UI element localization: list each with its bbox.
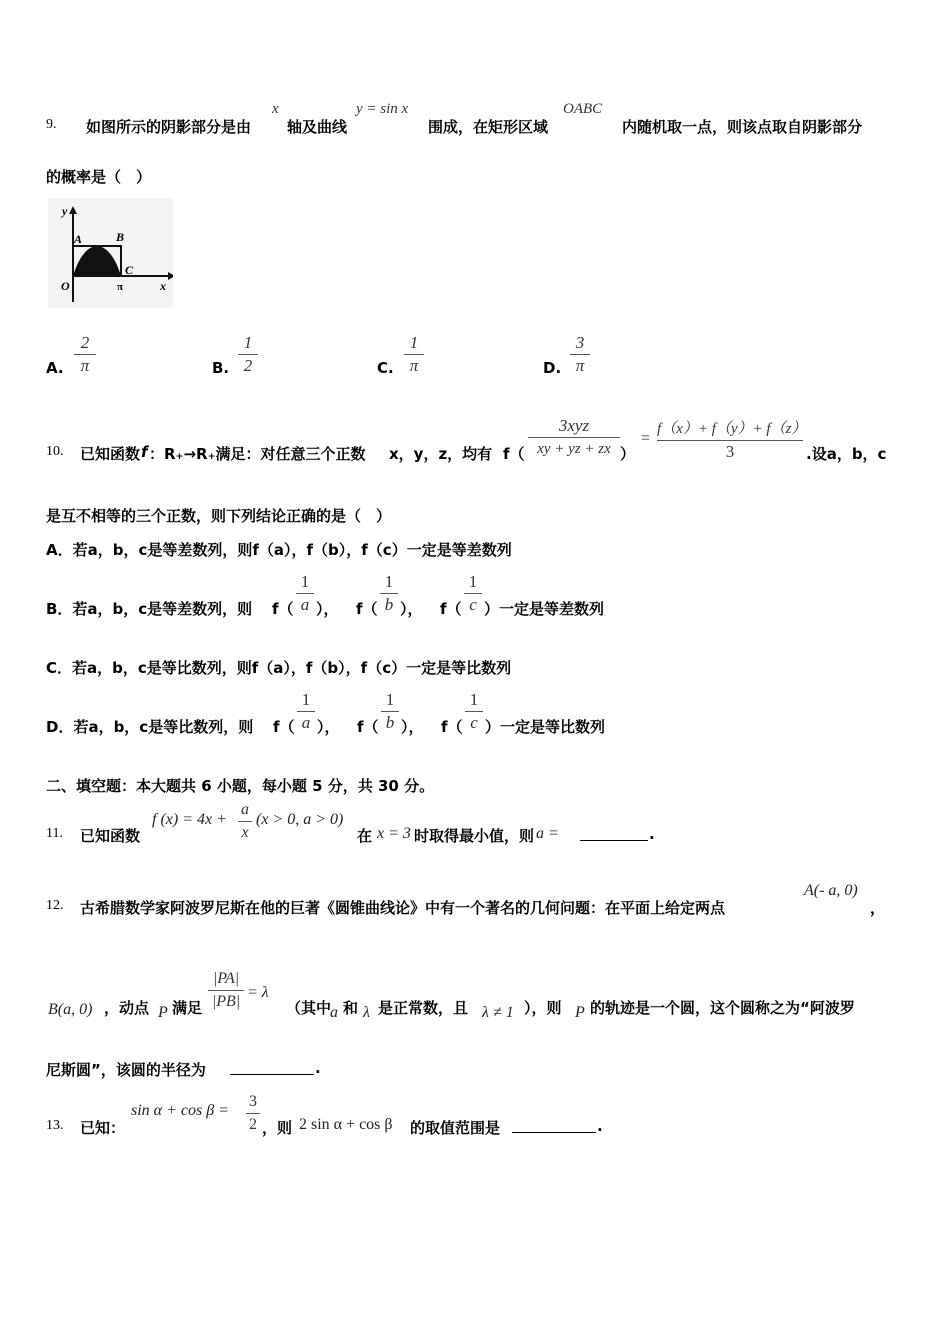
q10-option-d-recip-b: 1 b [381, 690, 399, 733]
q13-expr: sin α + cos β = [131, 1102, 229, 1119]
q9-option-c-label: C. [377, 359, 394, 377]
q10-f-open: f（ [503, 445, 525, 463]
q10-option-b-sep1: ）， [316, 600, 339, 618]
q9-text-2: 轴及曲线 [287, 118, 348, 136]
q10-option-d-f3: f（ [441, 718, 463, 736]
label-c: C [125, 263, 134, 277]
q10-option-d-sep1: ）， [317, 718, 340, 736]
q11-expr-tail: (x > 0, a > 0) [256, 811, 344, 828]
q10-option-b-recip-b: 1 b [380, 572, 398, 615]
label-x: x [160, 279, 166, 293]
q12-text-6: 是正常数，且 [378, 999, 469, 1017]
q10-option-b-close: ） [484, 600, 500, 618]
q13-fraction: 3 2 [246, 1092, 260, 1135]
q10-text-1: 已知函数 [80, 445, 141, 463]
q12-math-a: a [330, 1004, 338, 1021]
q12-ratio-fraction: |PA| |PB| [208, 969, 244, 1012]
q12-line3: 尼斯圆”，该圆的半径为 [46, 1061, 206, 1079]
q12-point-b: B(a, 0) [48, 1001, 93, 1018]
q10-option-b-f2: f（ [356, 600, 378, 618]
q9-option-d-fraction: 3 π [570, 333, 590, 376]
q11-expr-lhs: f (x) = 4x + [152, 811, 227, 828]
q10-rhs-fraction: f（x）+ f（y）+ f（z） 3 [657, 421, 807, 461]
q10-option-d-recip-c: 1 c [465, 690, 483, 733]
q12-math-neq: λ ≠ 1 [482, 1004, 514, 1021]
q10-domain: ：R₊→R₊满足：对任意三个正数 [149, 445, 366, 463]
q12-text-8: 的轨迹是一个圆，这个圆称之为“阿波罗 [590, 999, 855, 1017]
q10-option-b-f1: f（ [272, 600, 294, 618]
q10-f: f [141, 443, 148, 461]
q12-text-1: 古希腊数学家阿波罗尼斯在他的巨著《圆锥曲线论》中有一个著名的几何问题：在平面上给定两点 [80, 899, 726, 917]
q9-option-d-label: D. [543, 359, 562, 377]
q9-option-c-fraction: 1 π [404, 333, 424, 376]
q11-expr-fraction: a x [238, 800, 252, 843]
q13-expr2: 2 sin α + cos β [299, 1116, 393, 1133]
q12-comma: ， [870, 899, 886, 917]
q13-text-3: 的取值范围是 [410, 1119, 501, 1137]
q11-text-2: 在 [357, 827, 373, 845]
q9-math-x: x [272, 101, 279, 117]
q10-option-d-f2: f（ [357, 718, 379, 736]
section-2-heading: 二、填空题：本大题共 6 小题，每小题 5 分，共 30 分。 [46, 777, 435, 795]
label-a: A [74, 232, 83, 246]
q12-text-5: 和 [343, 999, 359, 1017]
q10-option-b-sep2: ）， [400, 600, 423, 618]
q10-f-close: ） [620, 445, 636, 463]
q12-math-lambda: λ [363, 1004, 370, 1021]
q10-option-d-f1: f（ [273, 718, 295, 736]
q11-number: 11. [46, 826, 63, 841]
q11-text-1: 已知函数 [80, 827, 141, 845]
q9-text-4: 内随机取一点，则该点取自阴影部分 [622, 118, 863, 136]
label-pi: π [117, 281, 124, 293]
q13-text-1: 已知： [80, 1119, 126, 1137]
q10-equals: = [641, 430, 651, 447]
q12-point-a: A(- a, 0) [804, 882, 858, 899]
q9-text-line2: 的概率是（ ） [46, 168, 152, 186]
q10-option-b-recip-c: 1 c [464, 572, 482, 615]
q10-option-d-sep2: ）， [401, 718, 424, 736]
label-b: B [116, 230, 125, 244]
q9-text-1: 如图所示的阴影部分是由 [86, 118, 252, 136]
q9-option-a-fraction: 2 π [74, 333, 96, 376]
q12-ratio-eq: = λ [247, 984, 269, 1001]
q12-text-2: ，动点 [104, 999, 150, 1017]
q10-option-c: C．若a，b，c是等比数列，则f（a），f（b），f（c）一定是等比数列 [46, 659, 512, 677]
q10-text-2: .设a，b，c [806, 445, 887, 463]
q9-math-curve: y = sin x [356, 101, 409, 117]
q12-text-3: 满足 [172, 999, 203, 1017]
q12-answer-blank [230, 1060, 314, 1075]
q11-end: . [649, 825, 655, 843]
q12-end: . [315, 1059, 321, 1077]
q10-option-a: A．若a，b，c是等差数列，则f（a），f（b），f（c）一定是等差数列 [46, 541, 512, 559]
q10-number: 10. [46, 444, 64, 459]
q13-end: . [597, 1117, 603, 1135]
q9-option-b-label: B. [212, 359, 230, 377]
q12-point-p2: P [575, 1004, 585, 1021]
q9-number: 9. [46, 117, 57, 132]
label-o: O [61, 279, 70, 293]
q9-figure [48, 198, 173, 308]
q11-math-x3: x = 3 [377, 825, 411, 842]
q11-answer-blank [580, 826, 648, 841]
q9-math-rect: OABC [563, 101, 603, 117]
q10-option-b-f3: f（ [440, 600, 462, 618]
q13-answer-blank [512, 1118, 596, 1133]
q11-math-a: a = [536, 825, 559, 842]
q10-arg-fraction: 3xyz xy + yz + zx [528, 416, 620, 459]
q12-number: 12. [46, 898, 64, 913]
q10-option-b-tail: 一定是等差数列 [499, 600, 605, 618]
q10-vars: x，y，z，均有 [389, 445, 493, 463]
q10-option-d-lead: D．若a，b，c是等比数列，则 [46, 718, 254, 736]
q9-text-3: 围成，在矩形区域 [428, 118, 549, 136]
label-y: y [62, 204, 68, 218]
q12-text-4: （其中 [286, 999, 332, 1017]
q12-text-7: ），则 [524, 999, 562, 1017]
q9-option-b-fraction: 1 2 [238, 333, 258, 376]
q12-point-p: P [158, 1004, 168, 1021]
q10-option-b-recip-a: 1 a [296, 572, 314, 615]
q9-option-a-label: A. [46, 359, 64, 377]
q10-option-d-recip-a: 1 a [297, 690, 315, 733]
q10-option-d-tail: 一定是等比数列 [500, 718, 606, 736]
q10-line2: 是互不相等的三个正数，则下列结论正确的是（ ） [46, 507, 392, 525]
q10-option-b-lead: B．若a，b，c是等差数列，则 [46, 600, 253, 618]
q13-number: 13. [46, 1118, 64, 1133]
q13-text-2: ，则 [262, 1119, 293, 1137]
q10-option-d-close: ） [485, 718, 501, 736]
q11-text-3: 时取得最小值，则 [414, 827, 535, 845]
